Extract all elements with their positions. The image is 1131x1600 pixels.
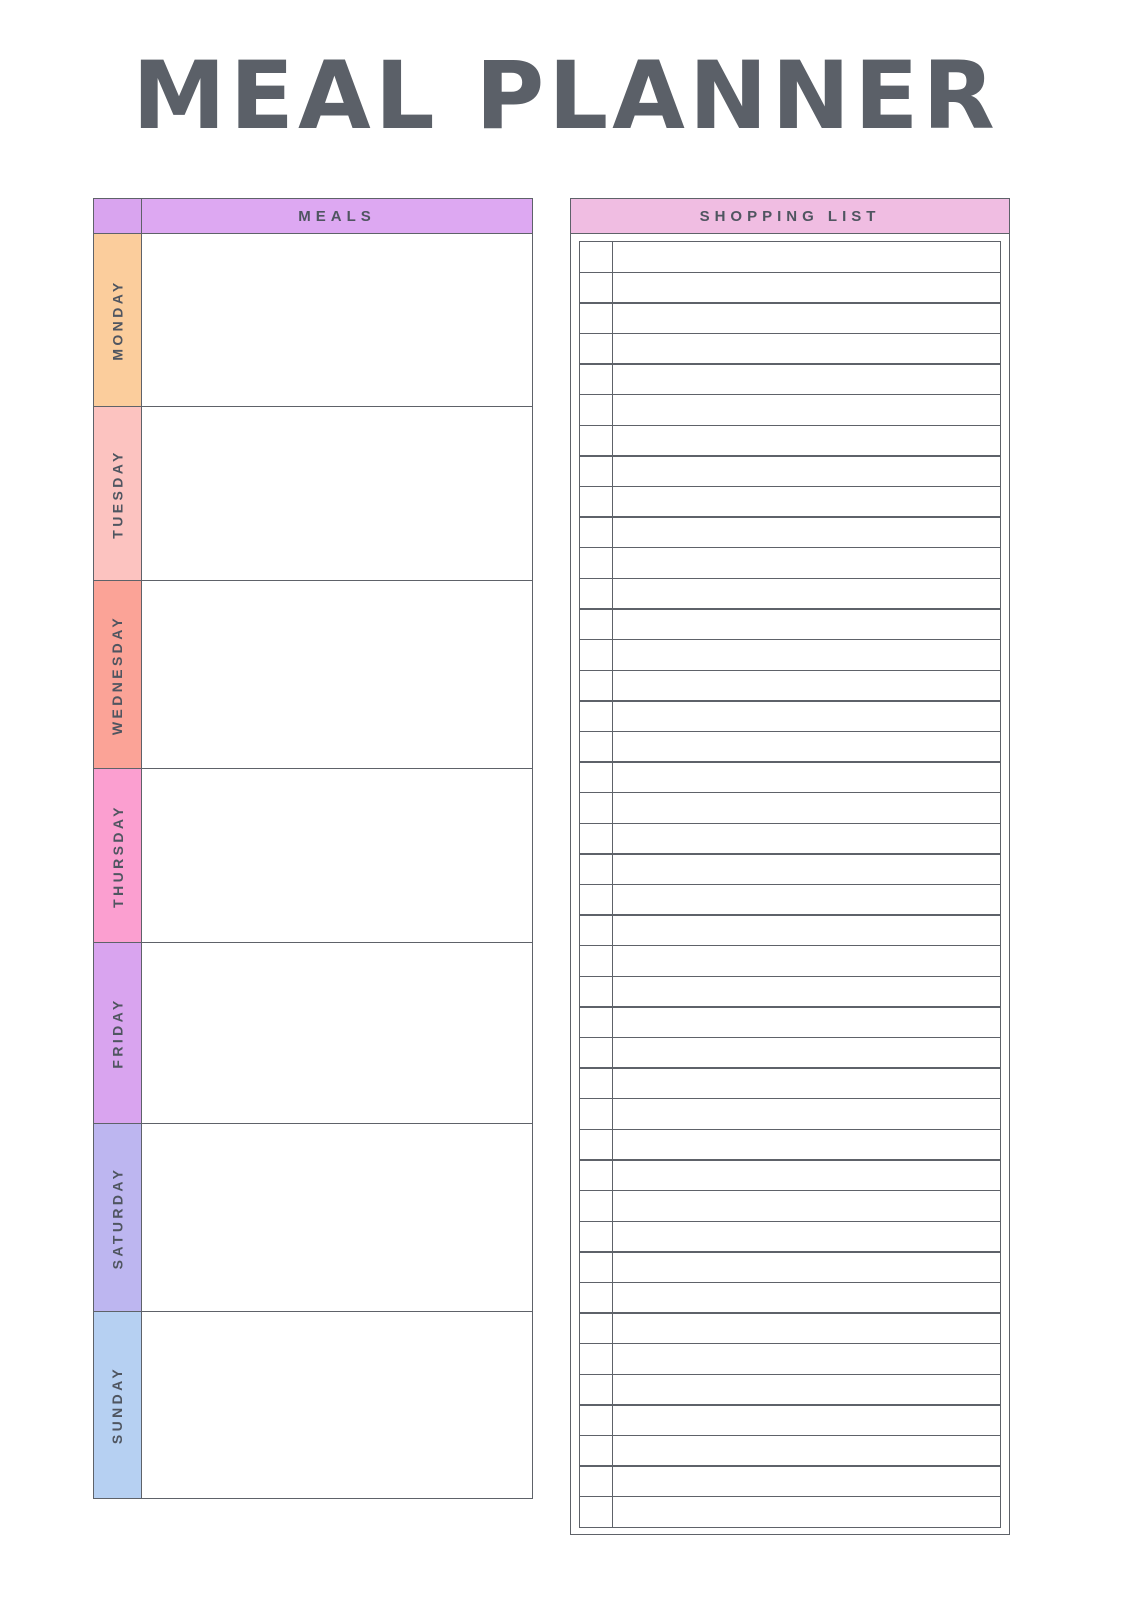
shopping-item-checkbox[interactable] [579, 333, 613, 365]
shopping-item-checkbox[interactable] [579, 1282, 613, 1314]
day-label-text: THURSDAY [109, 804, 126, 908]
shopping-item-checkbox[interactable] [579, 1435, 613, 1467]
day-label-saturday [93, 1123, 141, 1313]
shopping-list-item [579, 792, 1001, 824]
shopping-item-input[interactable] [613, 1159, 1001, 1191]
shopping-item-checkbox[interactable] [579, 1159, 613, 1191]
day-label-sunday [93, 1311, 141, 1499]
day-label-monday [93, 233, 141, 408]
shopping-item-input[interactable] [613, 1251, 1001, 1283]
shopping-list-rows [570, 234, 1010, 1535]
shopping-item-checkbox[interactable] [579, 425, 613, 457]
shopping-list-item [579, 455, 1001, 487]
shopping-list-item [579, 302, 1001, 334]
shopping-item-checkbox[interactable] [579, 1129, 613, 1161]
shopping-item-input[interactable] [613, 792, 1001, 824]
shopping-item-input[interactable] [613, 1006, 1001, 1038]
shopping-item-checkbox[interactable] [579, 1067, 613, 1099]
day-label-tuesday [93, 406, 141, 581]
shopping-item-checkbox[interactable] [579, 976, 613, 1008]
day-label-text: WEDNESDAY [109, 614, 126, 735]
shopping-item-input[interactable] [613, 1282, 1001, 1314]
shopping-list-item [579, 333, 1001, 365]
day-label-wednesday [93, 580, 141, 770]
shopping-list-item [579, 670, 1001, 702]
shopping-list-item [579, 1067, 1001, 1099]
shopping-item-checkbox[interactable] [579, 884, 613, 916]
shopping-item-input[interactable] [613, 1098, 1001, 1130]
shopping-list-item [579, 945, 1001, 977]
shopping-item-input[interactable] [613, 1221, 1001, 1253]
meal-entry-field-tuesday[interactable] [141, 406, 533, 581]
day-label-thursday [93, 768, 141, 943]
meal-day-row [93, 580, 533, 770]
shopping-list-item [579, 1190, 1001, 1222]
shopping-item-checkbox[interactable] [579, 823, 613, 855]
meal-entry-field-thursday[interactable] [141, 768, 533, 943]
shopping-item-checkbox[interactable] [579, 853, 613, 885]
day-label-text: MONDAY [109, 279, 126, 361]
day-label-text: SUNDAY [109, 1366, 126, 1445]
shopping-item-checkbox[interactable] [579, 792, 613, 824]
shopping-list-item [579, 486, 1001, 518]
shopping-item-checkbox[interactable] [579, 1496, 613, 1528]
shopping-item-checkbox[interactable] [579, 700, 613, 732]
shopping-item-input[interactable] [613, 486, 1001, 518]
shopping-list-item [579, 425, 1001, 457]
shopping-item-input[interactable] [613, 455, 1001, 487]
shopping-item-checkbox[interactable] [579, 1098, 613, 1130]
shopping-list-item [579, 1159, 1001, 1191]
shopping-item-checkbox[interactable] [579, 731, 613, 763]
meals-table [93, 198, 533, 1499]
page-title: MEAL PLANNER [132, 42, 999, 151]
shopping-item-checkbox[interactable] [579, 1006, 613, 1038]
shopping-list-item [579, 1496, 1001, 1528]
shopping-item-checkbox[interactable] [579, 578, 613, 610]
shopping-list-header-label: SHOPPING LIST [570, 198, 1010, 234]
shopping-list-item [579, 363, 1001, 395]
shopping-item-input[interactable] [613, 241, 1001, 273]
shopping-item-input[interactable] [613, 333, 1001, 365]
shopping-item-input[interactable] [613, 363, 1001, 395]
shopping-item-checkbox[interactable] [579, 241, 613, 273]
shopping-list-item [579, 516, 1001, 548]
shopping-list-item [579, 823, 1001, 855]
shopping-item-checkbox[interactable] [579, 1251, 613, 1283]
shopping-item-checkbox[interactable] [579, 1404, 613, 1436]
shopping-item-input[interactable] [613, 1404, 1001, 1436]
shopping-list-item [579, 884, 1001, 916]
shopping-item-input[interactable] [613, 945, 1001, 977]
shopping-list-item [579, 853, 1001, 885]
meals-header-stub [93, 198, 141, 234]
shopping-item-input[interactable] [613, 1067, 1001, 1099]
shopping-list-item [579, 700, 1001, 732]
shopping-list-item [579, 976, 1001, 1008]
shopping-item-input[interactable] [613, 639, 1001, 671]
shopping-item-input[interactable] [613, 761, 1001, 793]
shopping-list-item [579, 1221, 1001, 1253]
shopping-item-checkbox[interactable] [579, 486, 613, 518]
shopping-list-item [579, 1037, 1001, 1069]
shopping-list-item [579, 731, 1001, 763]
shopping-item-checkbox[interactable] [579, 1312, 613, 1344]
shopping-list-item [579, 1404, 1001, 1436]
shopping-list-item [579, 547, 1001, 579]
shopping-item-checkbox[interactable] [579, 547, 613, 579]
shopping-list-item [579, 1098, 1001, 1130]
shopping-list-item [579, 914, 1001, 946]
meal-entry-field-saturday[interactable] [141, 1123, 533, 1313]
meals-header-label: MEALS [141, 198, 533, 234]
meals-header-row [93, 198, 533, 234]
shopping-item-checkbox[interactable] [579, 272, 613, 304]
shopping-item-checkbox[interactable] [579, 1037, 613, 1069]
meal-entry-field-monday[interactable] [141, 233, 533, 408]
shopping-item-input[interactable] [613, 302, 1001, 334]
shopping-item-checkbox[interactable] [579, 516, 613, 548]
shopping-item-input[interactable] [613, 425, 1001, 457]
shopping-item-input[interactable] [613, 1343, 1001, 1375]
shopping-item-checkbox[interactable] [579, 761, 613, 793]
shopping-list-item [579, 1435, 1001, 1467]
shopping-list-item [579, 1312, 1001, 1344]
shopping-item-input[interactable] [613, 578, 1001, 610]
shopping-list-item [579, 578, 1001, 610]
meal-day-row [93, 406, 533, 581]
meal-day-row [93, 768, 533, 943]
day-label-text: TUESDAY [109, 449, 126, 539]
meal-day-row [93, 1311, 533, 1499]
shopping-list-item [579, 761, 1001, 793]
shopping-item-checkbox[interactable] [579, 455, 613, 487]
shopping-list-table [570, 198, 1010, 1535]
shopping-item-checkbox[interactable] [579, 363, 613, 395]
shopping-item-checkbox[interactable] [579, 1190, 613, 1222]
shopping-list-item [579, 639, 1001, 671]
shopping-item-input[interactable] [613, 884, 1001, 916]
shopping-list-item [579, 1343, 1001, 1375]
shopping-item-input[interactable] [613, 1496, 1001, 1528]
shopping-item-checkbox[interactable] [579, 670, 613, 702]
meal-entry-field-sunday[interactable] [141, 1311, 533, 1499]
shopping-list-item [579, 272, 1001, 304]
shopping-item-input[interactable] [613, 731, 1001, 763]
shopping-item-input[interactable] [613, 914, 1001, 946]
shopping-item-input[interactable] [613, 976, 1001, 1008]
day-label-text: FRIDAY [109, 997, 126, 1069]
shopping-list-item [579, 241, 1001, 273]
day-label-friday [93, 942, 141, 1124]
shopping-item-input[interactable] [613, 670, 1001, 702]
shopping-item-checkbox[interactable] [579, 639, 613, 671]
shopping-item-checkbox[interactable] [579, 1343, 613, 1375]
meal-day-row [93, 942, 533, 1124]
shopping-list-item [579, 1251, 1001, 1283]
shopping-item-input[interactable] [613, 1129, 1001, 1161]
shopping-list-item [579, 1282, 1001, 1314]
shopping-item-input[interactable] [613, 608, 1001, 640]
shopping-item-checkbox[interactable] [579, 608, 613, 640]
shopping-list-item [579, 1006, 1001, 1038]
shopping-item-checkbox[interactable] [579, 1221, 613, 1253]
shopping-item-input[interactable] [613, 1435, 1001, 1467]
shopping-item-input[interactable] [613, 394, 1001, 426]
meals-day-rows [93, 233, 533, 1500]
shopping-item-input[interactable] [613, 547, 1001, 579]
planner-columns [0, 198, 1131, 1538]
shopping-item-input[interactable] [613, 1465, 1001, 1497]
shopping-item-input[interactable] [613, 1374, 1001, 1406]
shopping-item-input[interactable] [613, 272, 1001, 304]
shopping-item-checkbox[interactable] [579, 394, 613, 426]
shopping-list-item [579, 608, 1001, 640]
shopping-item-input[interactable] [613, 700, 1001, 732]
shopping-list-item [579, 1129, 1001, 1161]
meal-day-row [93, 233, 533, 408]
meal-entry-field-friday[interactable] [141, 942, 533, 1124]
shopping-list-item [579, 1465, 1001, 1497]
shopping-item-checkbox[interactable] [579, 945, 613, 977]
shopping-item-input[interactable] [613, 853, 1001, 885]
shopping-item-checkbox[interactable] [579, 914, 613, 946]
shopping-item-input[interactable] [613, 1190, 1001, 1222]
shopping-list-item [579, 1374, 1001, 1406]
shopping-item-input[interactable] [613, 1037, 1001, 1069]
shopping-item-checkbox[interactable] [579, 302, 613, 334]
shopping-item-checkbox[interactable] [579, 1374, 613, 1406]
shopping-item-input[interactable] [613, 516, 1001, 548]
shopping-item-checkbox[interactable] [579, 1465, 613, 1497]
shopping-list-item [579, 394, 1001, 426]
meal-day-row [93, 1123, 533, 1313]
meal-entry-field-wednesday[interactable] [141, 580, 533, 770]
day-label-text: SATURDAY [109, 1166, 126, 1269]
shopping-item-input[interactable] [613, 1312, 1001, 1344]
shopping-item-input[interactable] [613, 823, 1001, 855]
